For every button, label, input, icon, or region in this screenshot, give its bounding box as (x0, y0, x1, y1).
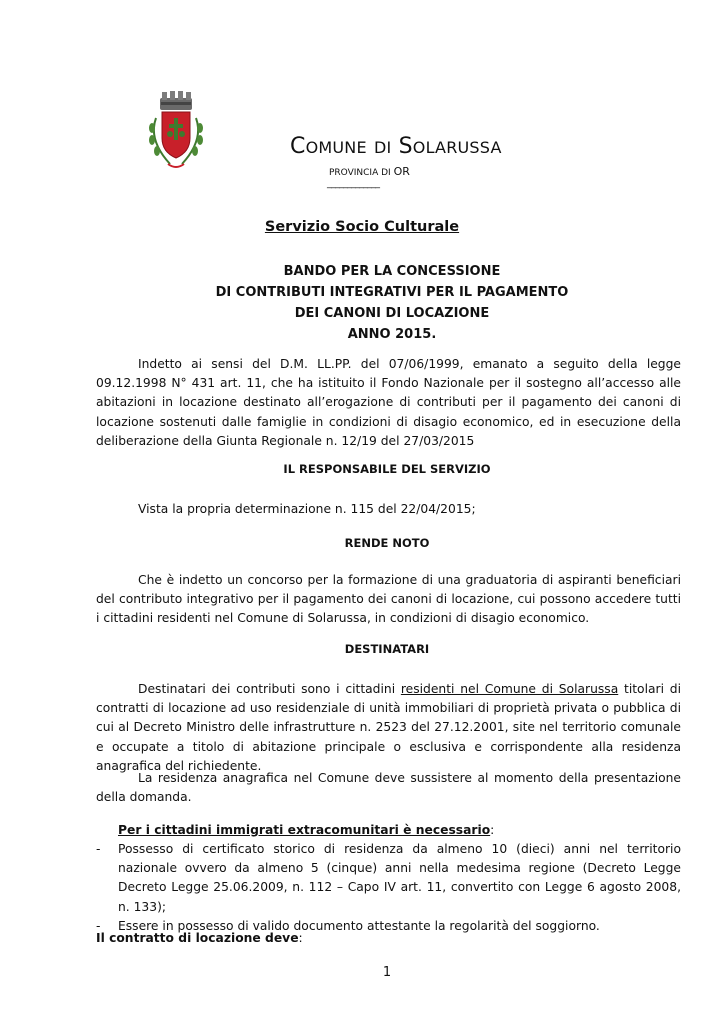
destinatari-paragraph: Destinatari dei contributi sono i cittadini residenti nel Comune di Solarussa titolari di contratti di locazione ad uso residenziale di unità immobiliari di proprietà privata o pubblica di cui al Decreto Ministro delle infrastrutture n. 2523 del 27.12.2001, site nel territorio comunale e occupate a titolo di abitazione principale o esclusiva e corrispondente alla residenza anagrafica del richiedente. (96, 682, 681, 773)
residenza-paragraph: La residenza anagrafica nel Comune deve sussistere al momento della presentazione della domanda. (96, 771, 681, 805)
page-number: 1 (382, 965, 392, 980)
rende-noto-heading: RENDE NOTO (344, 536, 430, 550)
crown-icon (160, 91, 192, 110)
provincia-line: PROVINCIA DI OR (329, 165, 410, 178)
header-separator: _____________ (327, 178, 379, 189)
coat-of-arms-logo (140, 88, 212, 174)
bando-title: BANDO PER LA CONCESSIONE DI CONTRIBUTI INTEGRATIVI PER IL PAGAMENTO DEI CANONI DI LOCAZIONE ANNO 2015. (215, 264, 569, 342)
immigrati-list (96, 840, 681, 936)
list-item: - Possesso di certificato storico di residenza da almeno 10 (dieci) anni nel territorio nazionale ovvero da almeno 5 (cinque) anni nella medesima regione (Decreto Legge Decreto Legge 25.06.2009, n. 112 – Capo IV art. 11, convertito con Legge 6 agosto 2008, n. 133); (96, 842, 681, 914)
intro-paragraph: Indetto ai sensi del D.M. LL.PP. del 07/06/1999, emanato a seguito della legge 09.12.1998 N° 431 art. 11, che ha istituito il Fondo Nazionale per il sostegno all’accesso alle abitazioni in locazione destinato all’erogazione di contributi per il pagamento dei canoni di locazione sostenuti dalle famiglie in condizioni di disagio economico, ed in esecuzione della deliberazione della Giunta Regionale n. 12/19 del 27/03/2015 (96, 357, 681, 448)
servizio-title: Servizio Socio Culturale (264, 219, 460, 235)
vista-paragraph: Vista la propria determinazione n. 115 del 22/04/2015; (138, 502, 476, 516)
contratto-heading: Il contratto di locazione deve: (96, 931, 303, 945)
destinatari-heading: DESTINATARI (344, 642, 430, 656)
rende-noto-paragraph: Che è indetto un concorso per la formazione di una graduatoria di aspiranti beneficiari del contributo integrativo per il pagamento dei canoni di locazione, cui possono accedere tutti i cittadini residenti nel Comune di Solarussa, in condizioni di disagio economico. (96, 573, 681, 626)
immigrati-heading: Per i cittadini immigrati extracomunitari è necessario: (118, 823, 495, 837)
comune-title: COMUNE DI SOLARUSSA (290, 134, 502, 159)
responsabile-heading: IL RESPONSABILE DEL SERVIZIO (283, 462, 491, 476)
list-item: - Essere in possesso di valido documento attestante la regolarità del soggiorno. (96, 918, 600, 933)
